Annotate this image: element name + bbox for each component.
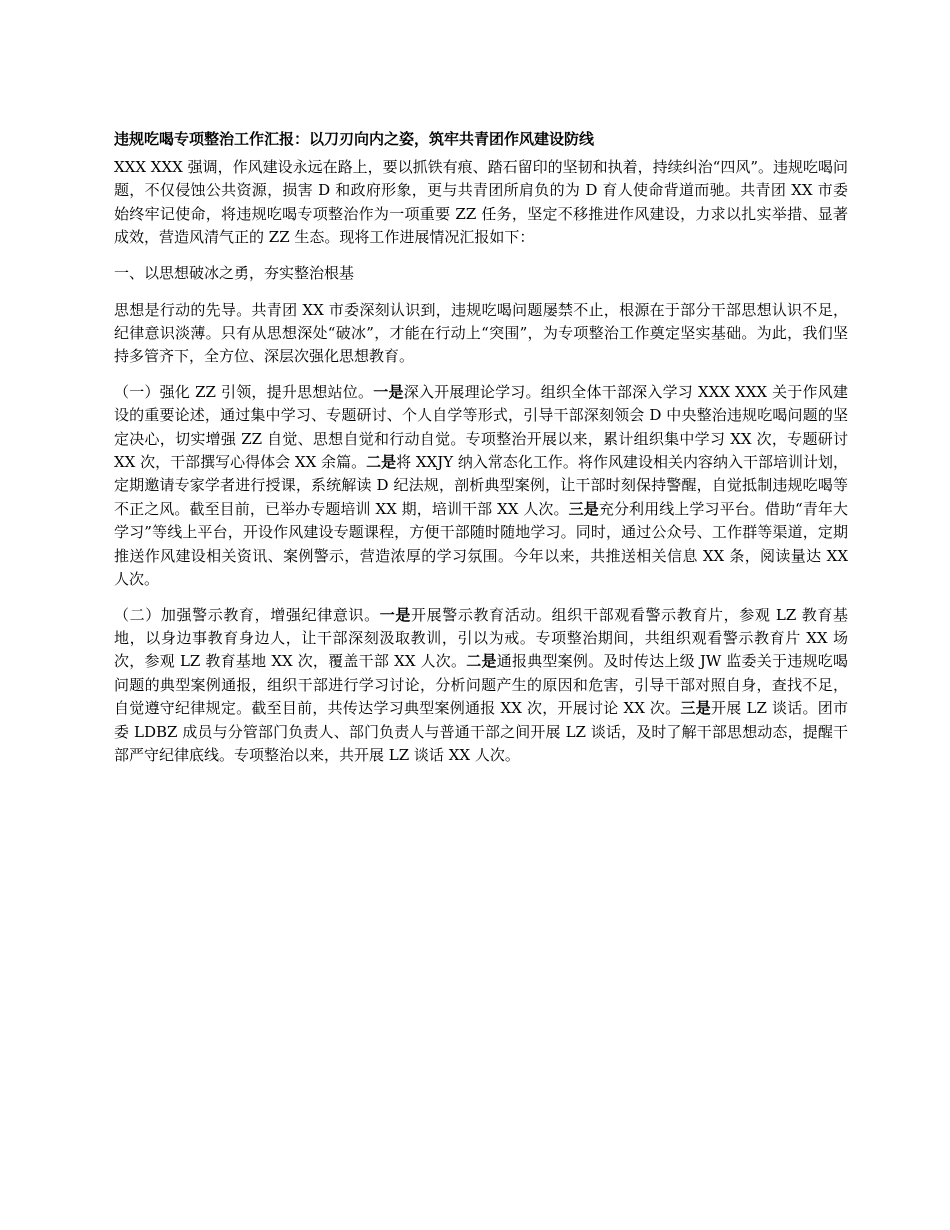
document-title: 违规吃喝专项整治工作汇报：以刀刃向内之姿，筑牢共青团作风建设防线 — [114, 130, 595, 148]
subsection-2-marker-3: 三是 — [680, 699, 711, 718]
subsection-1-marker-2: 二是 — [366, 453, 397, 472]
subsection-1-text-1: 深入开展理论学习。组织全体干部深入学习 XXX XXX 关于作风建设的重要论述，通过集中学习、专题研讨、个人自学等形式，引导干部深刻领会 D 中央整治违规吃喝问题的坚定决心，切实增强 ZZ 自觉、思想自觉和行动自觉。专项整治开展以来，累计组织集中学习 XX 次，专题研讨 XX 次，干部撰写心得体会 XX 余篇。 — [114, 382, 848, 472]
subsection-1-marker-1: 一是 — [373, 382, 404, 401]
subsection-2-text-1: 开展警示教育活动。组织干部观看警示教育片，参观 LZ 教育基地，以身边事教育身边人，让干部深刻汲取教训，引以为戒。专项整治期间，共组织观看警示教育片 XX 场次，参观 LZ 教育基地 XX 次，覆盖干部 XX 人次。 — [114, 605, 848, 671]
document-body — [114, 128, 848, 779]
subsection-2-marker-1: 一是 — [379, 605, 411, 624]
subsection-2-marker-2: 二是 — [466, 652, 497, 671]
subsection-1-lead: （一）强化 ZZ 引领，提升思想站位。 — [114, 382, 374, 401]
subsection-1-text-2: 将 XXJY 纳入常态化工作。将作风建设相关内容纳入干部培训计划，定期邀请专家学者进行授课，系统解读 D 纪法规，剖析典型案例，让干部时刻保持警醒，自觉抵制违规吃喝等不正之风。截至目前，已举办专题培训 XX 期，培训干部 XX 人次。 — [114, 453, 848, 518]
subsection-2-lead: （二）加强警示教育，增强纪律意识。 — [114, 605, 380, 624]
subsection-2-text-2: 通报典型案例。及时传达上级 JW 监委关于违规吃喝问题的典型案例通报，组织干部进行学习讨论，分析问题产生的原因和危害，引导干部对照自身，查找不足，自觉遵守纪律规定。截至目前，共传达学习典型案例通报 XX 次，开展讨论 XX 次。 — [114, 652, 848, 718]
subsection-1-text-3: 充分利用线上学习平台。借助“青年大学习”等线上平台，开设作风建设专题课程，方便干部随时随地学习。同时，通过公众号、工作群等渠道，定期推送作风建设相关资讯、案例警示，营造浓厚的学习氛围。今年以来，共推送相关信息 XX 条，阅读量达 XX 人次。 — [114, 499, 849, 589]
section-1-intro-paragraph: 思想是行动的先导。共青团 XX 市委深刻认识到，违规吃喝问题屡禁不止，根源在于部分干部思想认识不足，纪律意识淡薄。只有从思想深处“破冰”，才能在行动上“突围”，为专项整治工作奠定坚实基础。为此，我们坚持多管齐下，全方位、深层次强化思想教育。 — [114, 300, 848, 366]
subsection-2-text-3: 开展 LZ 谈话。团市委 LDBZ 成员与分管部门负责人、部门负责人与普通干部之间开展 LZ 谈话，及时了解干部思想动态，提醒干部严守纪律底线。专项整治以来，共开展 LZ 谈话 XX 人次。 — [114, 699, 848, 764]
subsection-1-paragraph — [114, 381, 848, 592]
subsection-1-marker-3: 三是 — [568, 499, 599, 518]
intro-paragraph: XXX XXX 强调，作风建设永远在路上，要以抓铁有痕、踏石留印的坚韧和执着，持续纠治“四风”。违规吃喝问题，不仅侵蚀公共资源，损害 D 和政府形象，更与共青团所肩负的为 D 育人使命背道而驰。共青团 XX 市委始终牢记使命，将违规吃喝专项整治作为一项重要 ZZ 任务，坚定不移推进作风建设，力求以扎实举措、显著成效，营造风清气正的 ZZ 生态。现将工作进展情况汇报如下： — [114, 158, 848, 247]
section-1-heading: 一、以思想破冰之勇，夯实整治根基 — [114, 263, 355, 282]
subsection-2-paragraph — [114, 604, 848, 768]
